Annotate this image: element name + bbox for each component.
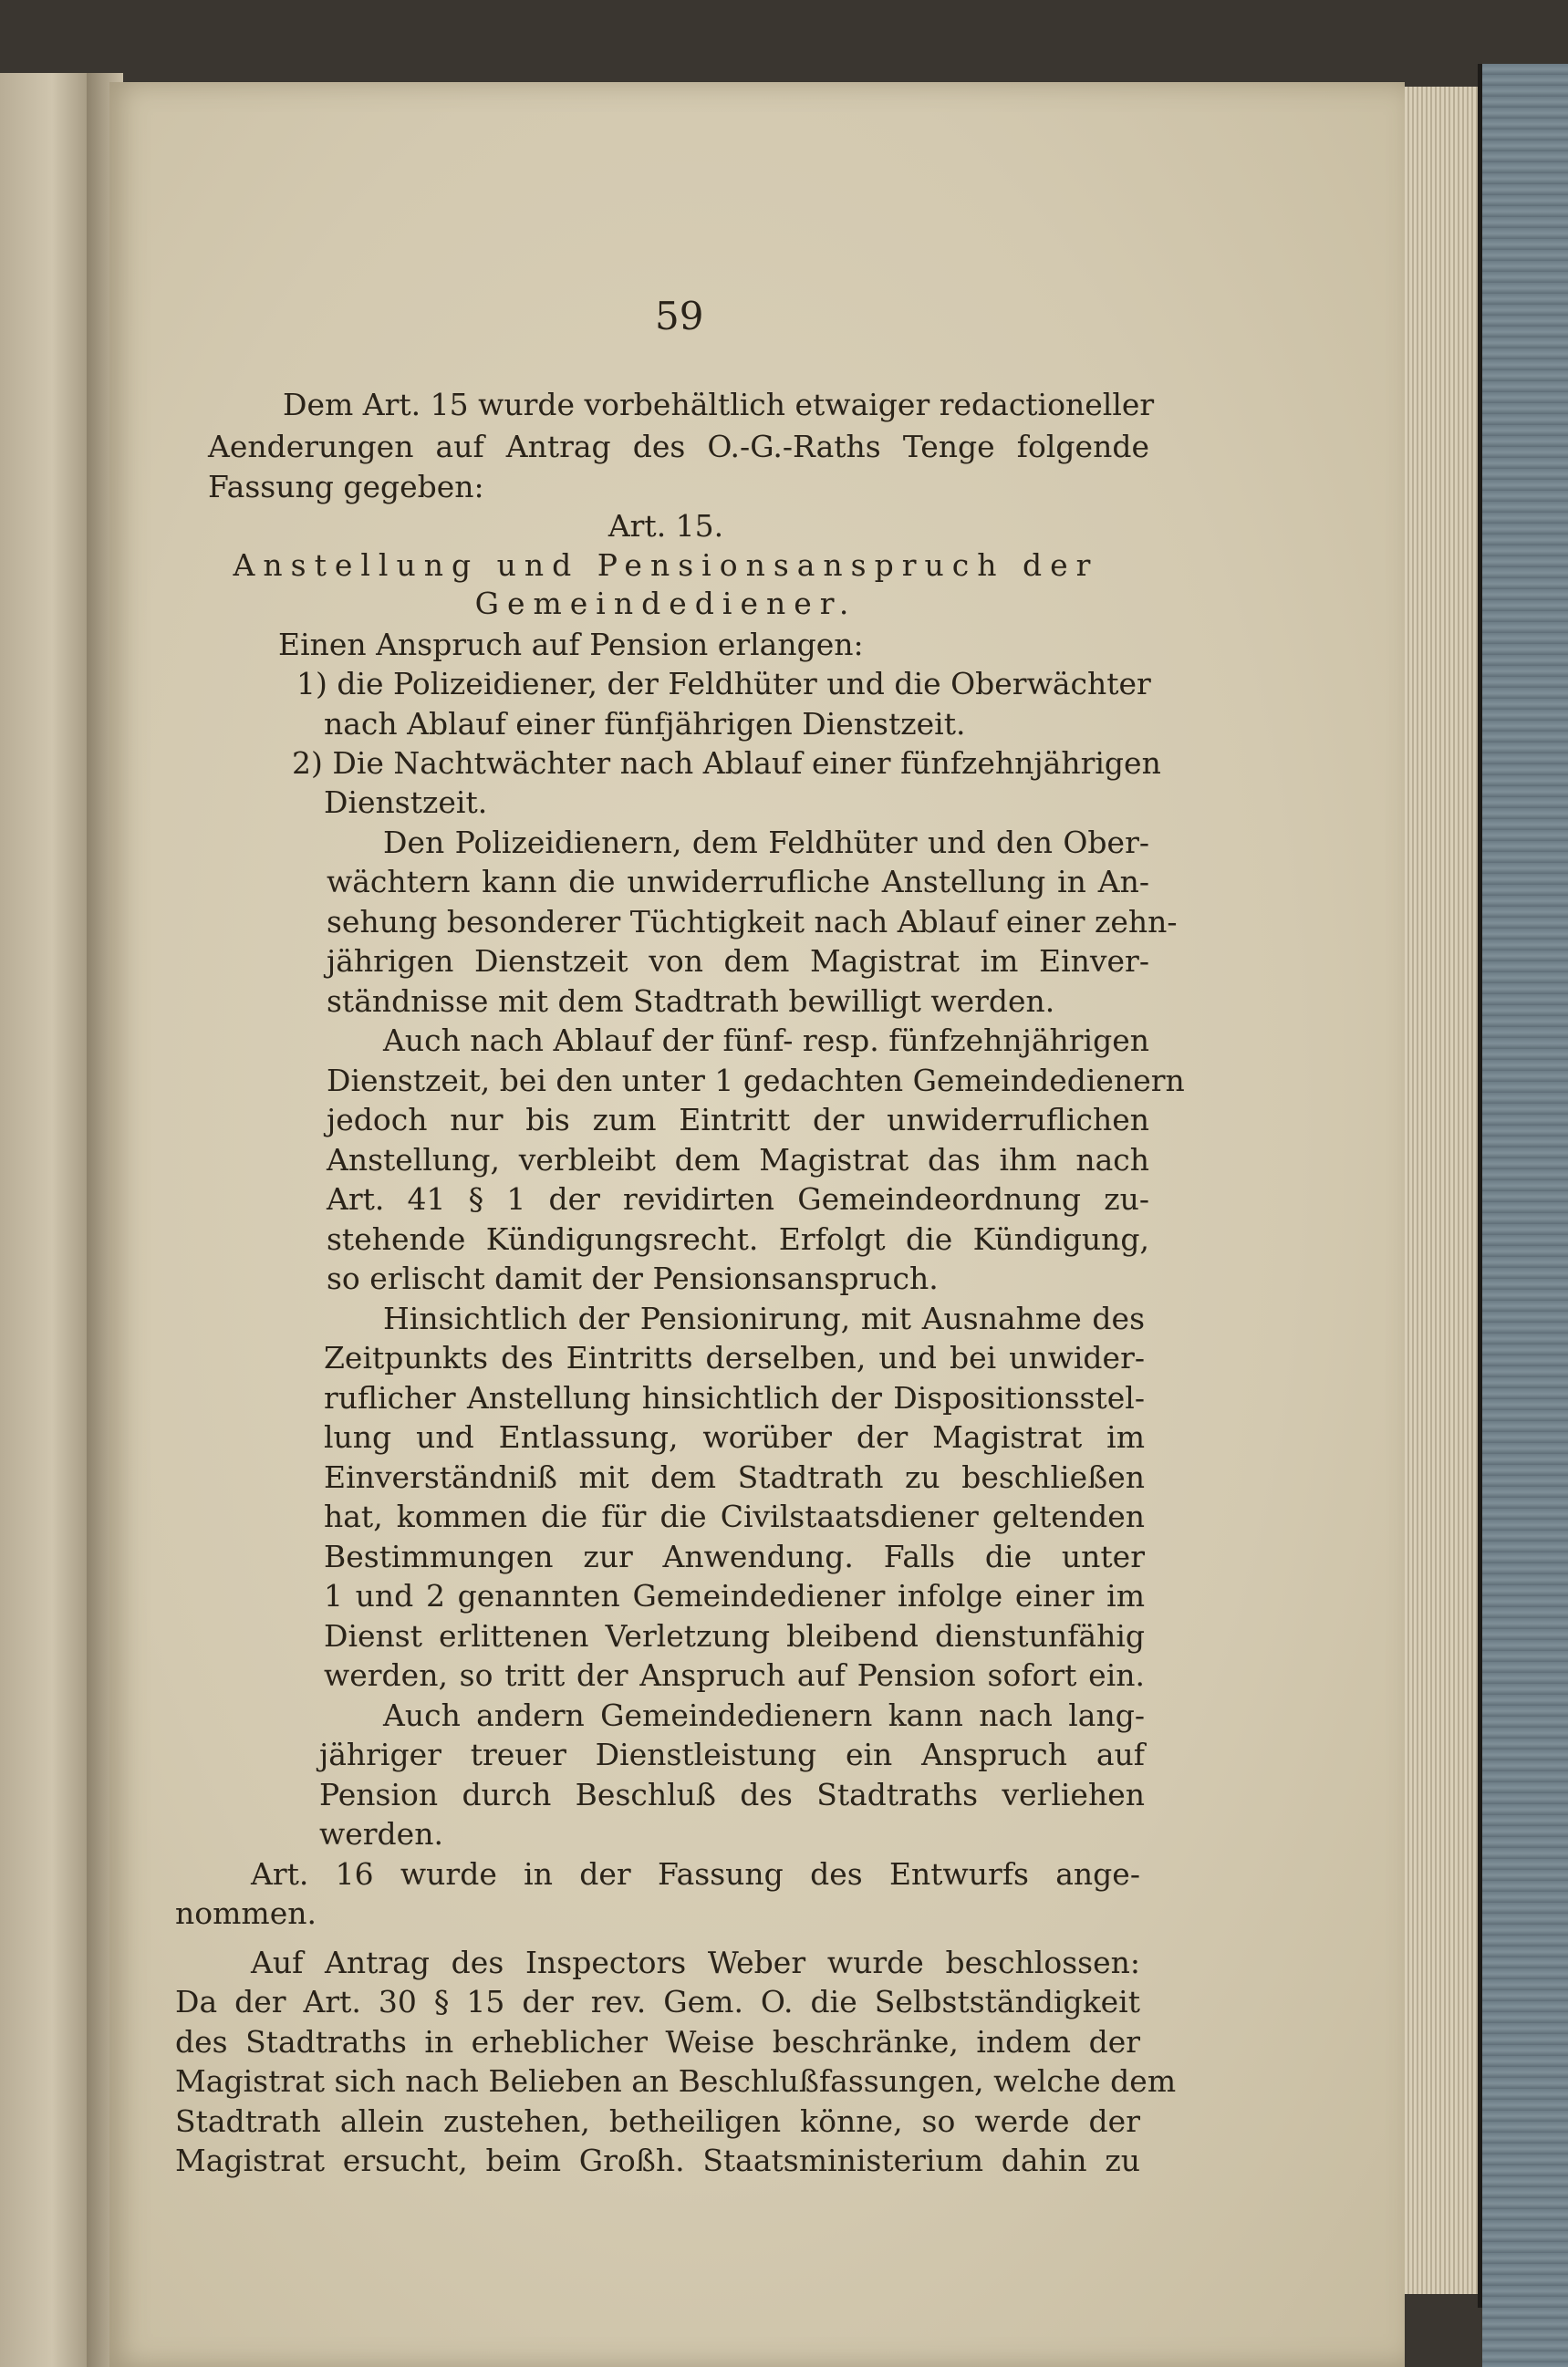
text-line: Hinsichtlich der Pensionirung, mit Ausnahme des bbox=[383, 1301, 1145, 1336]
text-line: hat, kommen die für die Civilstaatsdiener geltenden bbox=[324, 1499, 1145, 1534]
text-line: Dienst erlittenen Verletzung bleibend dienstunfähig bbox=[324, 1618, 1145, 1654]
text-line: Zeitpunkts des Eintritts derselben, und bei unwider- bbox=[324, 1340, 1145, 1376]
text-line: Auch nach Ablauf der fünf- resp. fünfzehnjährigen bbox=[383, 1023, 1150, 1058]
text-line: ruflicher Anstellung hinsichtlich der Dispositionsstel- bbox=[324, 1380, 1145, 1416]
text-line: des Stadtraths in erheblicher Weise beschränke, indem der bbox=[175, 2024, 1140, 2060]
text-line: Auch andern Gemeindedienern kann nach lang- bbox=[383, 1697, 1145, 1733]
text-line: Magistrat ersucht, beim Großh. Staatsministerium dahin zu bbox=[175, 2143, 1140, 2178]
text-line: Magistrat sich nach Belieben an Beschlußfassungen, welche dem bbox=[175, 2063, 1177, 2099]
text-line: Da der Art. 30 § 15 der rev. Gem. O. die Selbstständigkeit bbox=[175, 1984, 1140, 2019]
text-line: Einen Anspruch auf Pension erlangen: bbox=[278, 627, 864, 662]
article-heading: Art. 15. bbox=[607, 508, 724, 544]
text-line: 1) die Polizeidiener, der Feldhüter und die Oberwächter bbox=[296, 666, 1151, 701]
section-title: Anstellung und Pensionsanspruch der bbox=[233, 547, 1099, 583]
page-number: 59 bbox=[655, 294, 704, 338]
text-line: sehung besonderer Tüchtigkeit nach Ablauf einer zehn- bbox=[327, 904, 1178, 940]
text-line: Stadtrath allein zustehen, betheiligen könne, so werde der bbox=[175, 2103, 1140, 2139]
text-line: Art. 16 wurde in der Fassung des Entwurfs ange- bbox=[251, 1856, 1140, 1892]
text-line: nommen. bbox=[175, 1895, 317, 1931]
text-line: jähriger treuer Dienstleistung ein Anspruch auf bbox=[319, 1737, 1145, 1772]
text-line: so erlischt damit der Pensionsanspruch. bbox=[327, 1261, 939, 1296]
text-line: Anstellung, verbleibt dem Magistrat das ihm nach bbox=[327, 1142, 1149, 1178]
text-line: wächtern kann die unwiderrufliche Anstellung in An- bbox=[327, 864, 1149, 899]
text-line: jährigen Dienstzeit von dem Magistrat im Einver- bbox=[327, 943, 1149, 979]
text-line: werden. bbox=[319, 1816, 443, 1852]
text-line: Dem Art. 15 wurde vorbehältlich etwaiger redactioneller bbox=[283, 387, 1155, 422]
text-line: Dienstzeit. bbox=[324, 784, 488, 820]
text-line: Bestimmungen zur Anwendung. Falls die unter bbox=[324, 1539, 1145, 1574]
text-line: jedoch nur bis zum Eintritt der unwiderruflichen bbox=[327, 1102, 1149, 1137]
text-line: 1 und 2 genannten Gemeindediener infolge einer im bbox=[324, 1578, 1145, 1614]
text-line: Auf Antrag des Inspectors Weber wurde beschlossen: bbox=[251, 1945, 1140, 1980]
text-line: Den Polizeidienern, dem Feldhüter und den Ober- bbox=[383, 825, 1149, 860]
text-line: 2) Die Nachtwächter nach Ablauf einer fünfzehnjährigen bbox=[292, 745, 1161, 781]
text-line: Dienstzeit, bei den unter 1 gedachten Gemeindedienern bbox=[327, 1063, 1185, 1098]
text-line: Einverständniß mit dem Stadtrath zu beschließen bbox=[324, 1459, 1145, 1495]
text-line: werden, so tritt der Anspruch auf Pension sofort ein. bbox=[324, 1657, 1145, 1693]
text-line: lung und Entlassung, worüber der Magistrat im bbox=[324, 1419, 1145, 1455]
text-line: ständnisse mit dem Stadtrath bewilligt werden. bbox=[327, 983, 1055, 1019]
text-line: stehende Kündigungsrecht. Erfolgt die Kündigung, bbox=[327, 1221, 1149, 1257]
text-line: Art. 41 § 1 der revidirten Gemeindeordnung zu- bbox=[327, 1181, 1149, 1217]
text-line: Fassung gegeben: bbox=[208, 469, 484, 504]
text-line: Aenderungen auf Antrag des O.-G.-Raths Tenge folgende bbox=[208, 429, 1149, 464]
text-line: nach Ablauf einer fünfjährigen Dienstzeit. bbox=[324, 706, 966, 742]
text-line: Pension durch Beschluß des Stadtraths verliehen bbox=[319, 1777, 1145, 1812]
section-title: Gemeindediener. bbox=[474, 586, 857, 621]
